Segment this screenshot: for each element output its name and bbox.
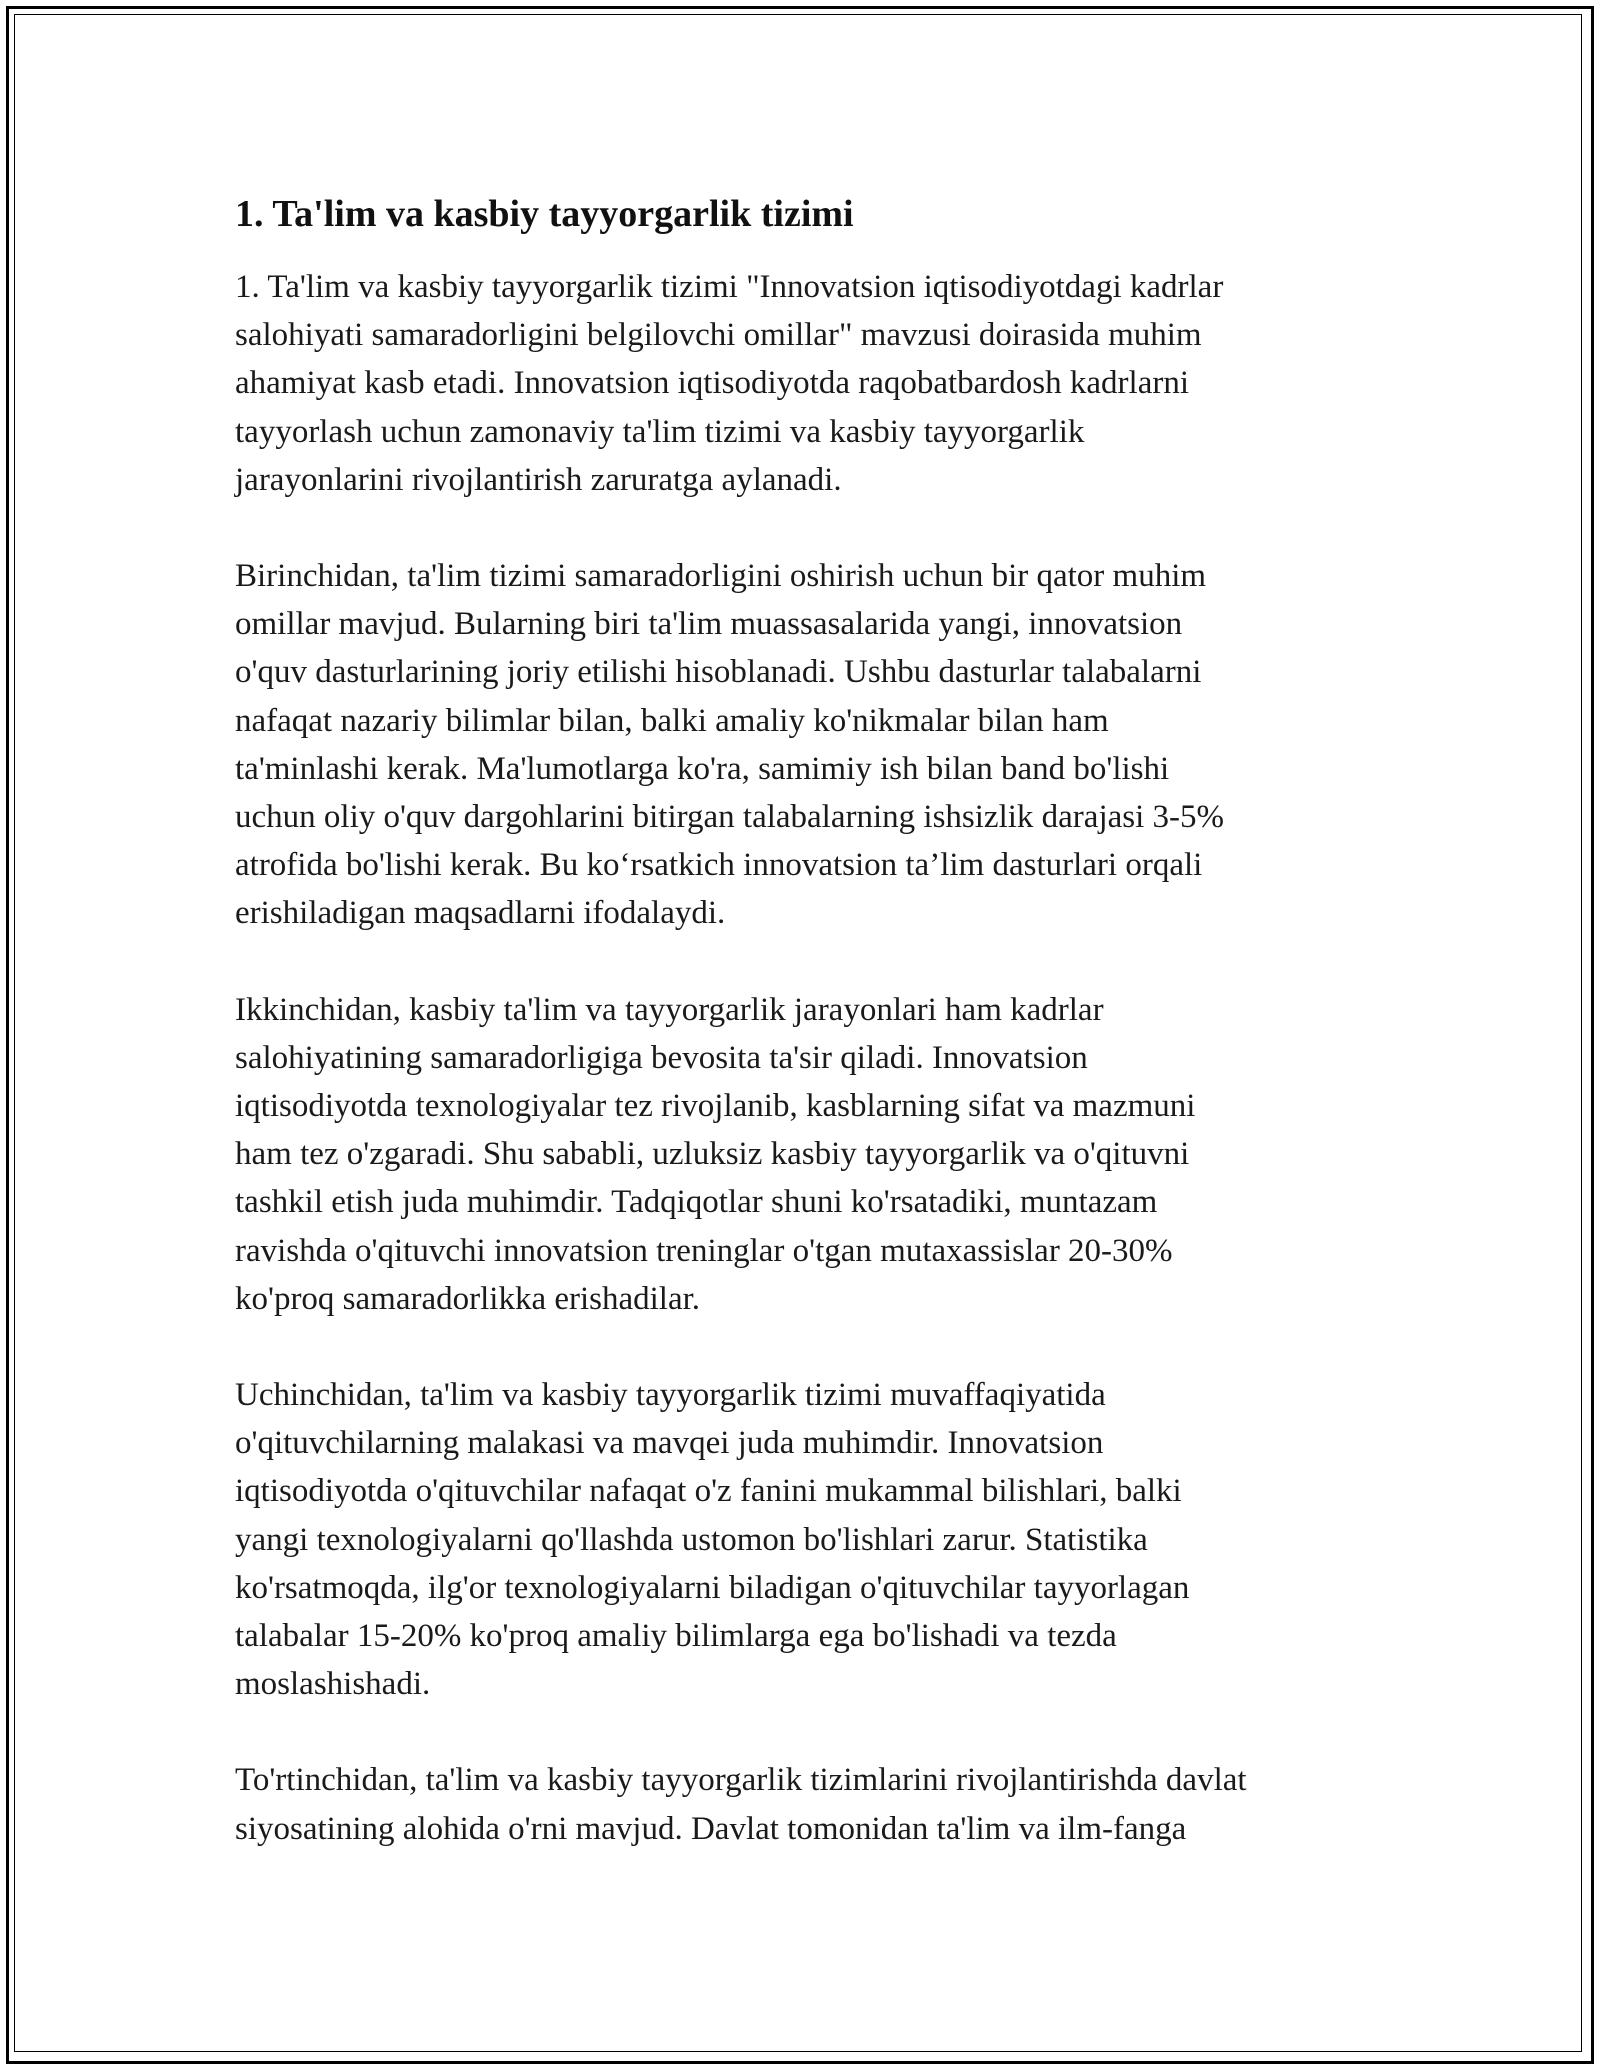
paragraph-third [235, 1371, 1365, 1708]
text-line: iqtisodiyotda texnologiyalar tez rivojlanib, kasblarning sifat va mazmuni [235, 1088, 1196, 1125]
text-line: ko'rsatmoqda, ilg'or texnologiyalarni biladigan o'qituvchilar tayyorlagan [235, 1569, 1190, 1606]
paragraph-second [235, 986, 1365, 1323]
text-line: uchun oliy o'quv dargohlarini bitirgan talabalarning ishsizlik darajasi 3-5% [235, 799, 1225, 836]
text-line: talabalar 15-20% ko'proq amaliy bilimlarga ega bo'lishadi va tezda [235, 1618, 1117, 1655]
text-line: yangi texnologiyalarni qo'llashda ustomon bo'lishlari zarur. Statistika [235, 1521, 1148, 1558]
text-line: To'rtinchidan, ta'lim va kasbiy tayyorgarlik tizimlarini rivojlantirishda davlat [235, 1762, 1247, 1799]
text-line: ahamiyat kasb etadi. Innovatsion iqtisodiyotda raqobatbardosh kadrlarni [235, 365, 1190, 402]
text-line: omillar mavjud. Bularning biri ta'lim muassasalarida yangi, innovatsion [235, 606, 1183, 643]
text-line: ravishda o'qituvchi innovatsion treninglar o'tgan mutaxassislar 20-30% [235, 1232, 1173, 1269]
text-line: salohiyatining samaradorligiga bevosita ta'sir qiladi. Innovatsion [235, 1039, 1088, 1076]
text-line: tashkil etish juda muhimdir. Tadqiqotlar shuni ko'rsatadiki, muntazam [235, 1184, 1158, 1221]
text-line: tayyorlash uchun zamonaviy ta'lim tizimi va kasbiy tayyorgarlik [235, 413, 1085, 450]
text-line: ham tez o'zgaradi. Shu sababli, uzluksiz kasbiy tayyorgarlik va o'qituvni [235, 1136, 1190, 1173]
text-line: salohiyati samaradorligini belgilovchi omillar" mavzusi doirasida muhim [235, 317, 1202, 354]
text-line: siyosatining alohida o'rni mavjud. Davlat tomonidan ta'lim va ilm-fanga [235, 1810, 1187, 1847]
text-line: erishiladigan maqsadlarni ifodalaydi. [235, 895, 726, 932]
text-line: o'qituvchilarning malakasi va mavqei juda muhimdir. Innovatsion [235, 1425, 1104, 1462]
text-line: ta'minlashi kerak. Ma'lumotlarga ko'ra, samimiy ish bilan band bo'lishi [235, 750, 1170, 787]
text-line: moslashishadi. [235, 1666, 431, 1703]
text-line: o'quv dasturlarining joriy etilishi hisoblanadi. Ushbu dasturlar talabalarni [235, 654, 1202, 691]
text-line: 1. Ta'lim va kasbiy tayyorgarlik tizimi "Innovatsion iqtisodiyotdagi kadrlar [235, 269, 1224, 305]
section-title: 1. Ta'lim va kasbiy tayyorgarlik tizimi [235, 193, 854, 235]
document-body [235, 190, 1365, 1901]
text-line: jarayonlarini rivojlantirish zaruratga aylanadi. [235, 461, 842, 498]
text-line: Ikkinchidan, kasbiy ta'lim va tayyorgarlik jarayonlari ham kadrlar [235, 991, 1104, 1028]
paragraph-intro [235, 263, 1365, 504]
text-line: nafaqat nazariy bilimlar bilan, balki amaliy ko'nikmalar bilan ham [235, 702, 1109, 739]
text-line: iqtisodiyotda o'qituvchilar nafaqat o'z fanini mukammal bilishlari, balki [235, 1473, 1182, 1510]
text-line: Birinchidan, ta'lim tizimi samaradorligini oshirish uchun bir qator muhim [235, 558, 1207, 595]
text-line: Uchinchidan, ta'lim va kasbiy tayyorgarlik tizimi muvaffaqiyatida [235, 1377, 1106, 1414]
text-line: atrofida bo'lishi kerak. Bu ko‘rsatkich innovatsion ta’lim dasturlari orqali [235, 847, 1203, 884]
paragraph-fourth [235, 1756, 1365, 1852]
paragraph-first [235, 552, 1365, 938]
text-line: ko'proq samaradorlikka erishadilar. [235, 1280, 701, 1317]
